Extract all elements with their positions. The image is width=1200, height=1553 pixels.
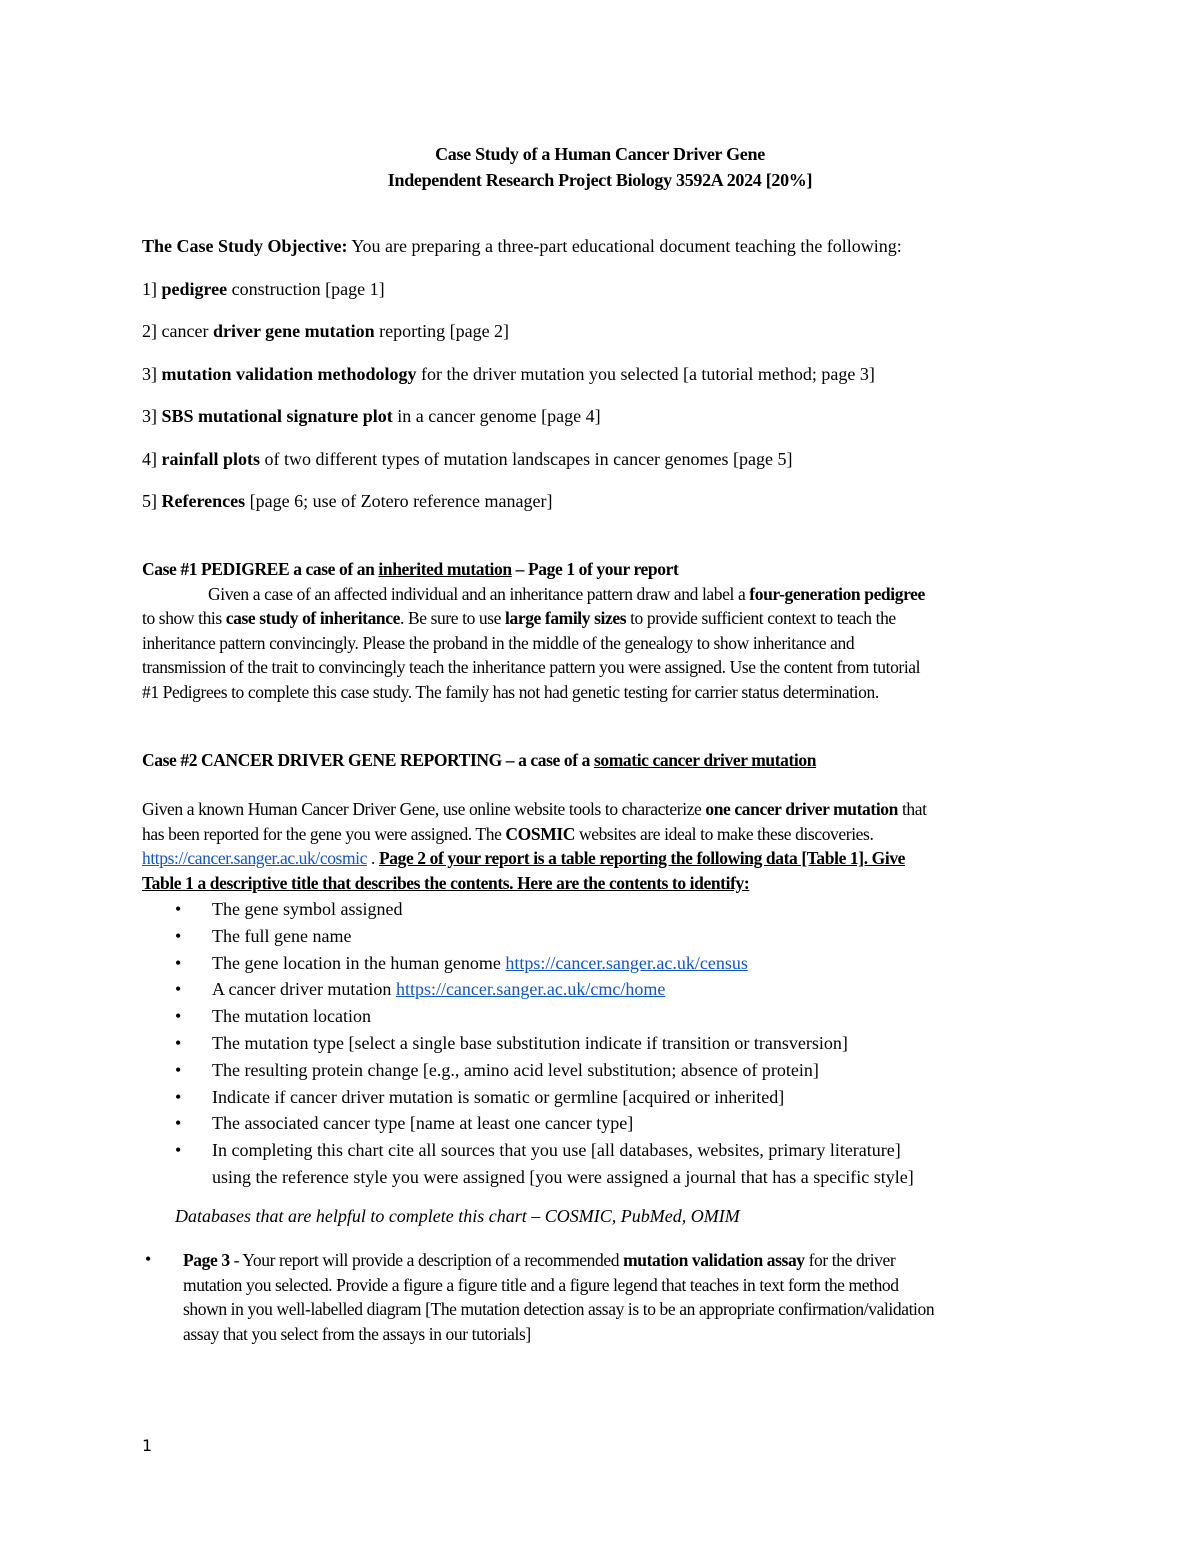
list-item: 5] References [page 6; use of Zotero reference manager] xyxy=(142,491,553,511)
list-item: • The gene location in the human genome https://cancer.sanger.ac.uk/census xyxy=(175,952,748,973)
list-item: • The resulting protein change [e.g., amino acid level substitution; absence of protein] xyxy=(175,1059,819,1080)
list-item: 1] pedigree construction [page 1] xyxy=(142,279,385,299)
page-number: 1 xyxy=(142,1436,153,1455)
list-item: • The full gene name xyxy=(175,925,352,946)
case1-section: Case #1 PEDIGREE a case of an inherited mutation – Page 1 of your report Given a case of an affected individual and an inheritance pattern draw and label a four-generation pedigree to show this case study of inheritance. Be sure to use large family sizes to provide sufficient context to teach the inheritance pattern convincingly. Please the proband in the middle of the genealogy to show inheritance and transmission of the trait to convincingly teach the inheritance pattern you were assigned. Use the content from tutorial #1 Pedigrees to complete this case study. The family has not had genetic testing for carrier status determination. xyxy=(142,559,925,702)
list-item: • A cancer driver mutation https://cancer.sanger.ac.uk/cmc/home xyxy=(175,979,666,1000)
list-item: • The mutation type [select a single base substitution indicate if transition or transversion] xyxy=(175,1032,848,1053)
page3-paragraph: Page 3 - Your report will provide a description of a recommended mutation validation assay for the driver mutation you selected. Provide a figure a figure title and a figure legend that teaches in text form the method shown in you well-labelled diagram [The mutation detection assay is to be an appropriate confirmation/validation assay that you select from the assays in our tutorials] xyxy=(183,1250,935,1344)
contents-bullet-list xyxy=(175,896,914,1191)
cmc-link[interactable]: https://cancer.sanger.ac.uk/cmc/home xyxy=(395,979,666,1000)
list-item: • Indicate if cancer driver mutation is somatic or germline [acquired or inherited] xyxy=(175,1086,785,1107)
list-item: 3] mutation validation methodology for the driver mutation you selected [a tutorial method; page 3] xyxy=(142,364,875,384)
bullet-dot: • xyxy=(145,1249,152,1269)
case2-body: Given a known Human Cancer Driver Gene, use online website tools to characterize one cancer driver mutation that has been reported for the gene you were assigned. The COSMIC websites are ideal to make these discoveries. https://cancer.sanger.ac.uk/cosmic . Page 2 of your report is a table reporting the following data [Table 1]. Give Table 1 a descriptive title that describes the contents. Here are the contents to identify: xyxy=(142,799,927,893)
list-item: 4] rainfall plots of two different types of mutation landscapes in cancer genomes [page 5] xyxy=(142,449,793,469)
census-link[interactable]: https://cancer.sanger.ac.uk/census xyxy=(505,952,748,973)
list-item: • In completing this chart cite all sources that you use [all databases, websites, primary literature] using the reference style you were assigned [you were assigned a journal that has a specific style] xyxy=(175,1140,914,1187)
objective-label: The Case Study Objective: xyxy=(142,236,348,256)
case1-heading: Case #1 PEDIGREE a case of an inherited mutation – Page 1 of your report xyxy=(142,559,679,579)
list-item: 2] cancer driver gene mutation reporting [page 2] xyxy=(142,321,510,341)
list-item: 3] SBS mutational signature plot in a cancer genome [page 4] xyxy=(142,406,601,426)
objective-text: You are preparing a three-part educational document teaching the following: xyxy=(347,236,902,256)
databases-note: Databases that are helpful to complete this chart – COSMIC, PubMed, OMIM xyxy=(175,1206,740,1226)
list-item: • The associated cancer type [name at least one cancer type] xyxy=(175,1113,634,1134)
document-subtitle: Independent Research Project Biology 3592A 2024 [20%] xyxy=(387,170,813,190)
objective-line xyxy=(142,236,902,257)
list-item: • The gene symbol assigned xyxy=(175,899,403,919)
cosmic-link[interactable]: https://cancer.sanger.ac.uk/cosmic xyxy=(142,848,368,869)
case2-heading: Case #2 CANCER DRIVER GENE REPORTING – a case of a somatic cancer driver mutation xyxy=(142,750,817,770)
list-item: • The mutation location xyxy=(175,1006,371,1027)
document-title: Case Study of a Human Cancer Driver Gene xyxy=(435,144,765,164)
